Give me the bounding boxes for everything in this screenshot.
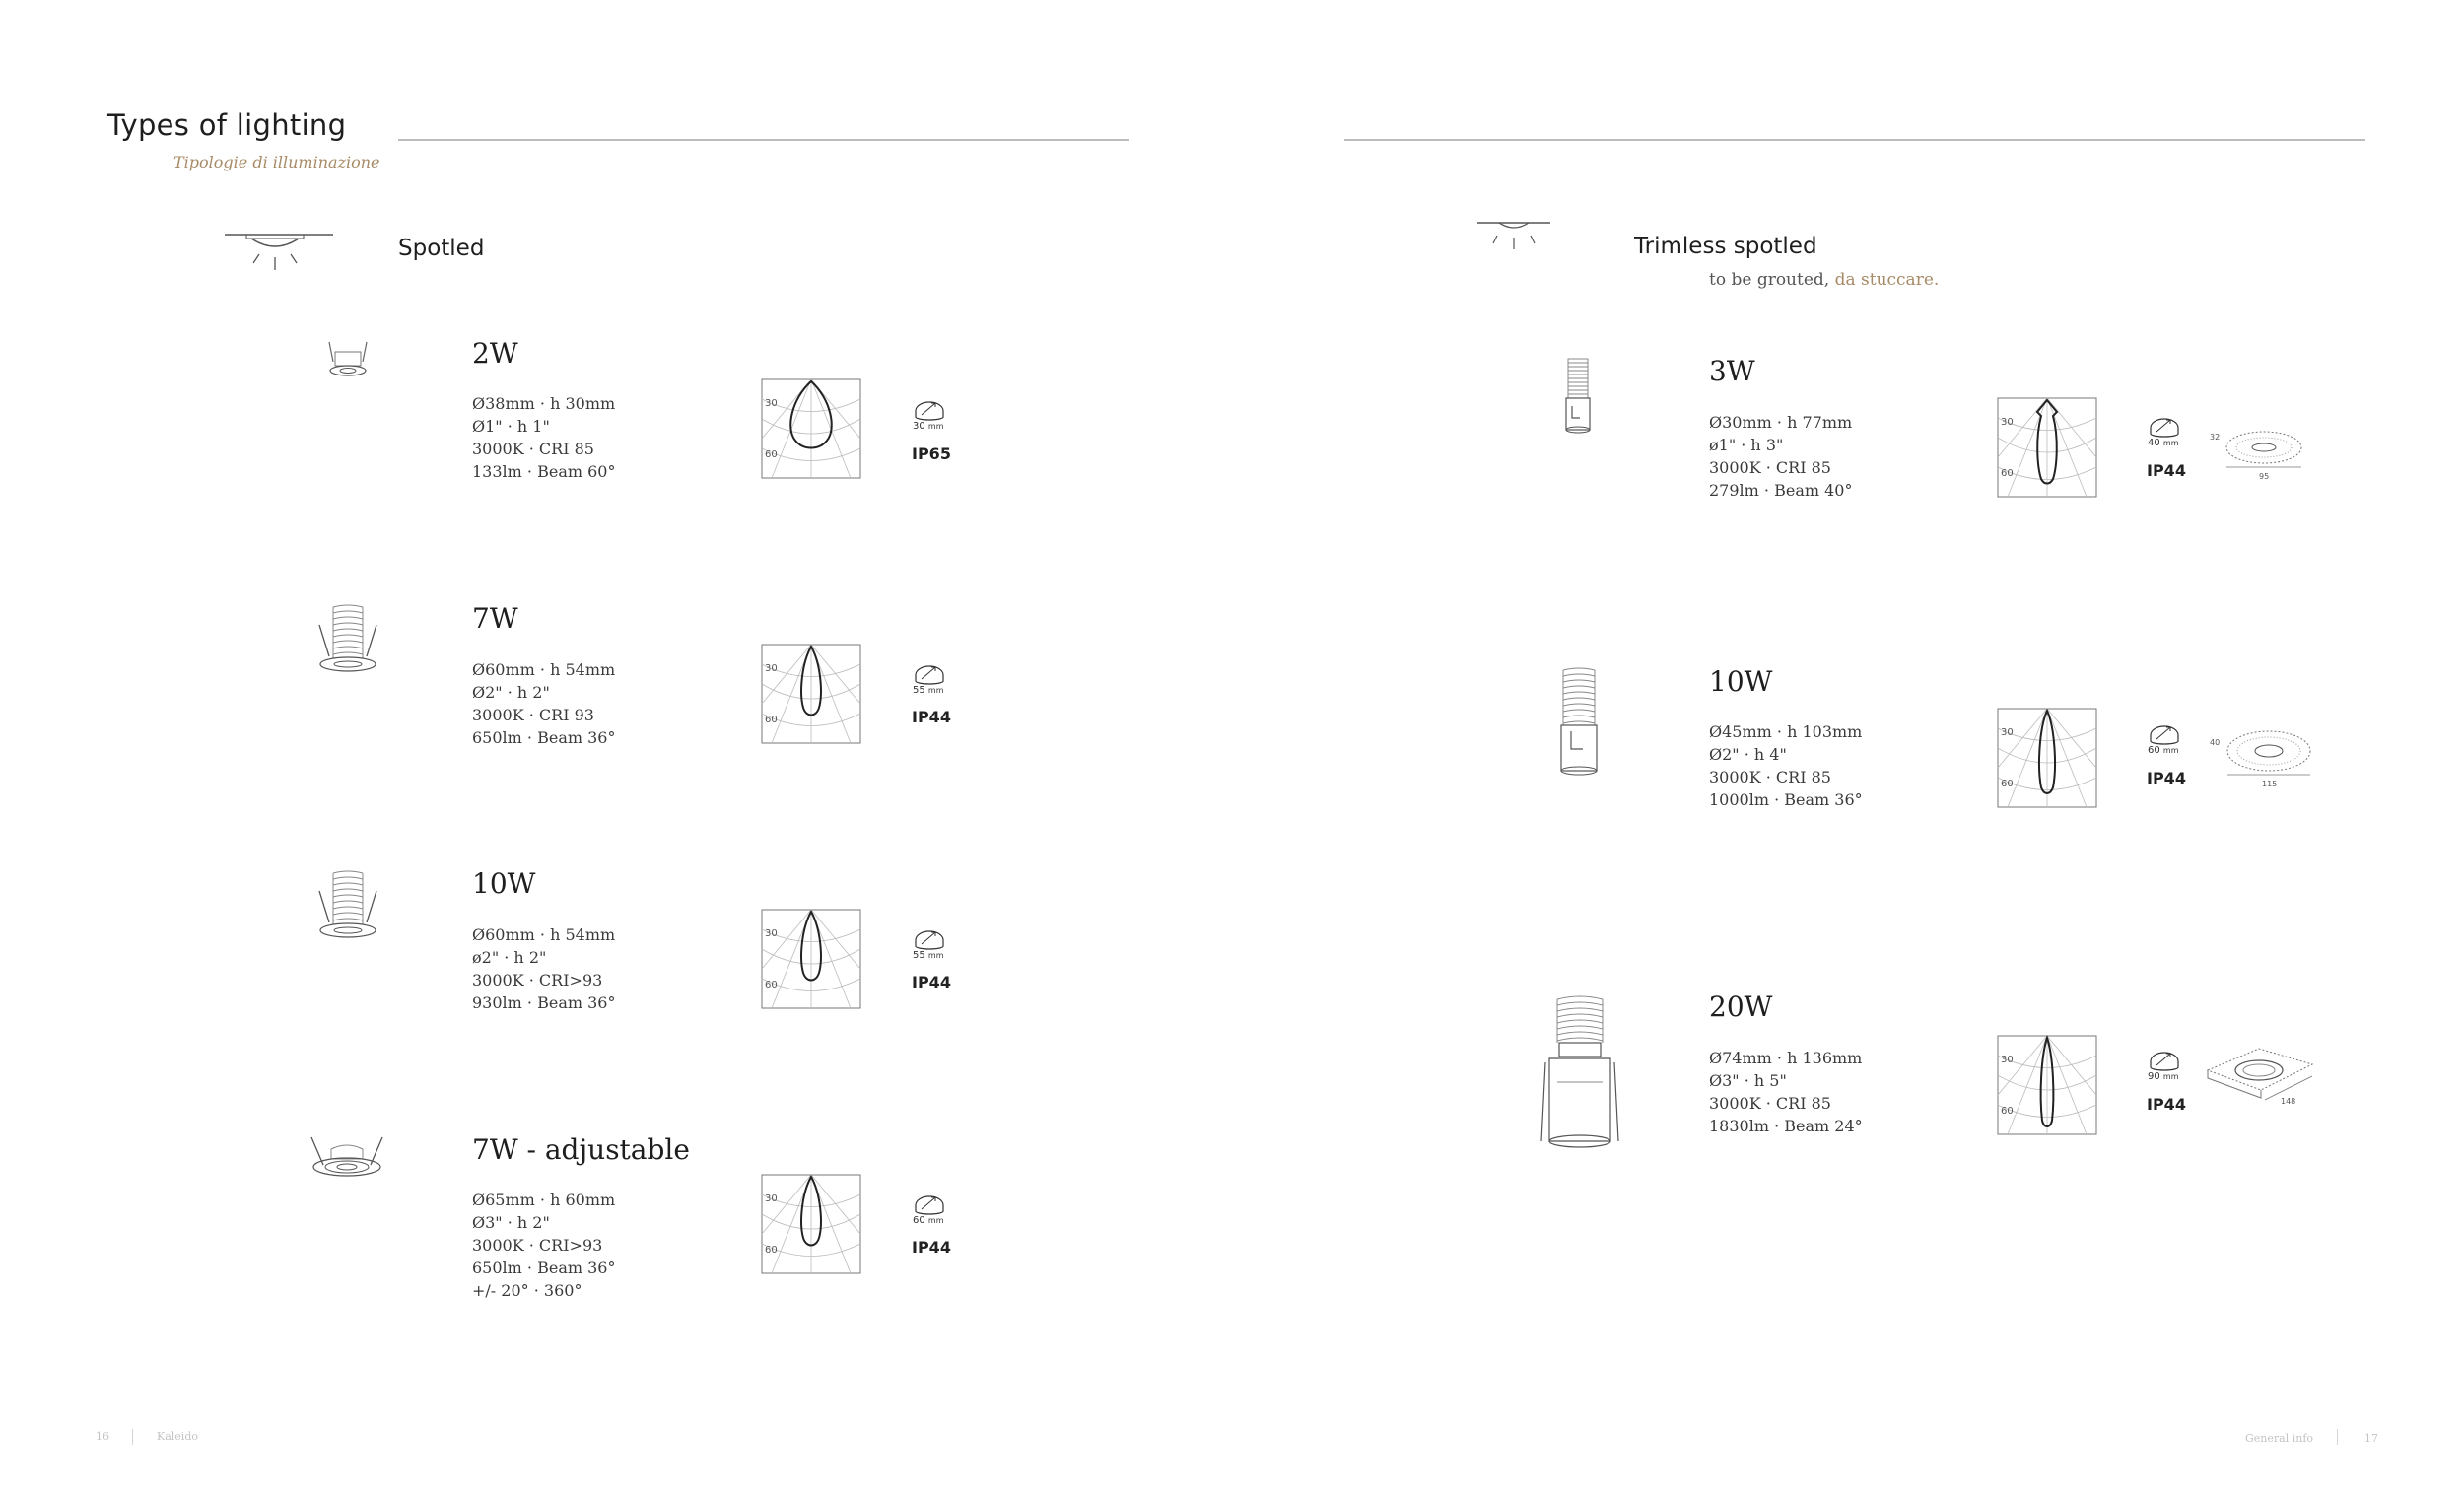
spec-line: Ø60mm · h 54mm (472, 925, 616, 944)
spec-line: 3000K · CRI 85 (1709, 768, 1831, 786)
spec-line: 3000K · CRI 93 (472, 706, 594, 724)
spec-line: 1000lm · Beam 36° (1709, 790, 1863, 809)
polar-label-near: 30 (2001, 727, 2014, 738)
spotled-7w-adjustable-product-icon (308, 1133, 386, 1187)
spotled-7w-adjustable-watt: 7W - adjustable (472, 1133, 690, 1166)
spotled-7w-cutout (913, 685, 944, 696)
trimless-3w-specs (1709, 411, 1852, 502)
spec-line: Ø2" · h 2" (472, 683, 550, 702)
trimless-3w-polar-diagram (1998, 398, 2096, 497)
spotled-section-icon (222, 231, 340, 276)
spotled-2w-watt: 2W (472, 337, 518, 370)
page-title: Types of lighting (107, 108, 347, 142)
cutout-value: 60 (913, 1215, 925, 1226)
cutout-unit: mm (2162, 439, 2179, 447)
spotled-10w-watt: 10W (472, 867, 536, 900)
polar-label-near: 30 (765, 928, 778, 939)
dimension-width: 148 (2281, 1097, 2296, 1106)
footer-right-divider (2337, 1429, 2338, 1445)
polar-label-far: 60 (765, 1245, 778, 1256)
cutout-value: 55 (913, 685, 925, 696)
spotled-2w-cutout (913, 421, 944, 432)
spotled-10w-ip-rating: IP44 (912, 973, 951, 991)
spotled-7w-adjustable-polar-diagram (762, 1175, 860, 1273)
spotled-section-title: Spotled (398, 236, 485, 261)
cutout-unit: mm (927, 1216, 944, 1225)
spec-line: Ø3" · h 5" (1709, 1071, 1787, 1090)
trimless-10w-watt: 10W (1709, 665, 1773, 698)
header-rule-left (398, 139, 1129, 141)
dimension-height: 32 (2210, 433, 2221, 442)
trimless-20w-cutout (2148, 1071, 2179, 1082)
trimless-3w-ip-rating: IP44 (2147, 461, 2186, 480)
spotled-10w-specs (472, 923, 615, 1014)
cutout-unit: mm (2162, 1072, 2179, 1081)
cutout-icon (912, 1193, 947, 1215)
spec-line: Ø3" · h 2" (472, 1213, 550, 1232)
polar-label-near: 30 (765, 663, 778, 674)
polar-label-far: 60 (2001, 468, 2014, 479)
spec-line: Ø74mm · h 136mm (1709, 1049, 1863, 1067)
trimless-20w-polar-diagram (1998, 1036, 2096, 1134)
cutout-value: 55 (913, 950, 925, 961)
trimless-section-icon (1475, 219, 1554, 258)
spotled-7w-product-icon (313, 603, 382, 676)
cutout-icon (912, 399, 947, 421)
page-subtitle: Tipologie di illuminazione (173, 153, 380, 171)
footer-left-page-number: 16 (96, 1430, 109, 1443)
spotled-2w-product-icon (323, 340, 373, 383)
cutout-icon (2147, 1050, 2182, 1071)
trimless-section-title: Trimless spotled (1634, 234, 1817, 259)
spec-line: 650lm · Beam 36° (472, 728, 616, 747)
spotled-7w-ip-rating: IP44 (912, 708, 951, 726)
spec-line: Ø60mm · h 54mm (472, 660, 616, 679)
polar-label-far: 60 (765, 449, 778, 460)
spec-line: Ø65mm · h 60mm (472, 1191, 616, 1209)
cutout-value: 60 (2148, 745, 2160, 756)
spec-line: Ø1" · h 1" (472, 417, 550, 436)
spec-line: ø2" · h 2" (472, 948, 547, 967)
spotled-10w-cutout (913, 950, 944, 961)
spec-line: ø1" · h 3" (1709, 436, 1784, 454)
polar-label-near: 30 (2001, 417, 2014, 428)
trimless-note-accent: da stuccare. (1834, 270, 1940, 290)
trimless-20w-specs (1709, 1047, 1863, 1137)
cutout-value: 90 (2148, 1071, 2160, 1082)
spec-line: 279lm · Beam 40° (1709, 481, 1853, 500)
polar-label-far: 60 (765, 980, 778, 990)
polar-label-far: 60 (2001, 1106, 2014, 1117)
trimless-10w-polar-diagram (1998, 709, 2096, 807)
polar-label-far: 60 (765, 715, 778, 725)
spotled-2w-specs (472, 392, 615, 483)
dimension-width: 95 (2259, 472, 2270, 481)
trimless-20w-ip-rating: IP44 (2147, 1095, 2186, 1114)
spotled-2w-ip-rating: IP65 (912, 444, 951, 463)
footer-right-label: General info (2245, 1432, 2314, 1445)
footer-left-label: Kaleido (157, 1430, 198, 1443)
spotled-10w-polar-diagram (762, 910, 860, 1008)
spotled-7w-specs (472, 658, 615, 749)
cutout-unit: mm (927, 951, 944, 960)
trimless-10w-ip-rating: IP44 (2147, 769, 2186, 787)
polar-label-far: 60 (2001, 779, 2014, 789)
trimless-20w-plaster-kit-drawing (2202, 1043, 2320, 1116)
polar-label-near: 30 (765, 398, 778, 409)
polar-label-near: 30 (765, 1193, 778, 1204)
spec-line: Ø45mm · h 103mm (1709, 722, 1863, 741)
trimless-20w-product-icon (1538, 993, 1622, 1151)
footer-right-page-number: 17 (2364, 1432, 2378, 1445)
trimless-3w-plaster-kit-drawing (2208, 424, 2306, 489)
spec-line: Ø30mm · h 77mm (1709, 413, 1853, 432)
cutout-icon (912, 928, 947, 950)
spotled-2w-polar-diagram (762, 379, 860, 478)
spec-line: Ø2" · h 4" (1709, 745, 1787, 764)
trimless-10w-plaster-kit-drawing (2208, 723, 2316, 794)
cutout-icon (2147, 723, 2182, 745)
spec-line: 650lm · Beam 36° (472, 1259, 616, 1277)
trimless-note-text: to be grouted, (1709, 270, 1830, 290)
spec-line: 133lm · Beam 60° (472, 462, 616, 481)
trimless-section-note (1709, 270, 1939, 290)
spec-line: 930lm · Beam 36° (472, 993, 616, 1012)
footer-left-divider (132, 1429, 133, 1445)
trimless-3w-cutout (2148, 438, 2179, 448)
spec-line: 3000K · CRI>93 (472, 1236, 603, 1255)
polar-label-near: 30 (2001, 1055, 2014, 1065)
spec-line: 3000K · CRI 85 (472, 440, 594, 458)
cutout-unit: mm (927, 422, 944, 431)
spec-line: +/- 20° · 360° (472, 1281, 582, 1300)
spotled-7w-adjustable-specs (472, 1189, 615, 1302)
header-rule-right (1344, 139, 2365, 141)
cutout-icon (2147, 416, 2182, 438)
spotled-7w-adjustable-ip-rating: IP44 (912, 1238, 951, 1257)
spec-line: 1830lm · Beam 24° (1709, 1117, 1863, 1135)
trimless-10w-product-icon (1557, 666, 1601, 779)
spotled-10w-product-icon (313, 869, 382, 942)
cutout-icon (912, 663, 947, 685)
trimless-10w-cutout (2148, 745, 2179, 756)
spec-line: 3000K · CRI>93 (472, 971, 603, 989)
cutout-value: 30 (913, 421, 925, 432)
trimless-3w-watt: 3W (1709, 355, 1755, 387)
trimless-10w-specs (1709, 720, 1863, 811)
trimless-3w-product-icon (1562, 355, 1594, 436)
dimension-width: 115 (2262, 780, 2278, 788)
spotled-7w-adjustable-cutout (913, 1215, 944, 1226)
spotled-7w-watt: 7W (472, 602, 518, 635)
spec-line: 3000K · CRI 85 (1709, 1094, 1831, 1113)
spec-line: 3000K · CRI 85 (1709, 458, 1831, 477)
cutout-unit: mm (927, 686, 944, 695)
cutout-value: 40 (2148, 438, 2160, 448)
spec-line: Ø38mm · h 30mm (472, 394, 616, 413)
cutout-unit: mm (2162, 746, 2179, 755)
trimless-20w-watt: 20W (1709, 990, 1773, 1023)
dimension-height: 40 (2210, 738, 2221, 747)
spotled-7w-polar-diagram (762, 645, 860, 743)
